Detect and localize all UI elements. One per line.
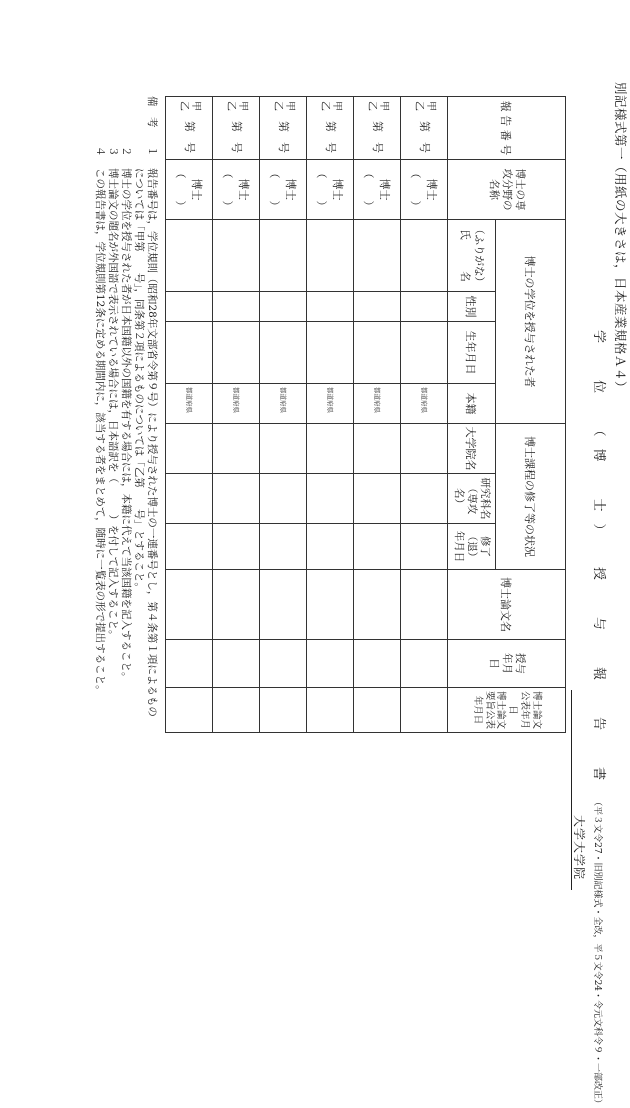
name-cell <box>401 220 448 292</box>
degree-cell: 博士（ ） <box>401 160 448 220</box>
completion-date-cell <box>354 524 401 570</box>
graduate-school-cell <box>401 424 448 474</box>
birth-date-cell <box>166 322 213 384</box>
report-number-cell: 甲 乙 第 号 <box>260 97 307 160</box>
table-row <box>354 97 401 733</box>
header-thesis-published: 博士論文公表年月日 <box>507 691 543 730</box>
header-birth-date: 生年月日 <box>448 322 496 384</box>
degree-cell: 博士（ ） <box>166 160 213 220</box>
report-number-cell: 甲 乙 第 号 <box>354 97 401 160</box>
department-cell <box>260 474 307 524</box>
degree-cell: 博士（ ） <box>307 160 354 220</box>
header-course-group: 博士課程の修了等の状況 <box>496 424 566 570</box>
gender-cell <box>260 292 307 322</box>
note-item: については「甲第 号」，同条第２項によるものについては「乙第 号」とすること。 <box>133 168 145 593</box>
publication-cell <box>260 688 307 733</box>
note-item: ２ 博士の学位を授与された者が日本国籍以外の国籍を有する場合には，本籍に代えて当該国籍を記入すること。 <box>120 146 132 683</box>
thesis-title-cell <box>354 570 401 640</box>
birth-date-cell <box>213 322 260 384</box>
form-title: 学 位 （博 士） 授 与 報 告 書 <box>591 330 606 793</box>
completion-date-cell <box>307 524 354 570</box>
department-cell <box>354 474 401 524</box>
report-number-cell: 甲 乙 第 号 <box>166 97 213 160</box>
birth-date-cell <box>307 322 354 384</box>
graduate-school-cell <box>354 424 401 474</box>
domicile-cell: 都道府県 <box>213 384 260 424</box>
header-abstract-published: 博士論文要旨公表年月日 <box>471 691 507 730</box>
conferral-date-cell <box>307 640 354 688</box>
degree-cell: 博士（ ） <box>354 160 401 220</box>
university-name: 大学大学院 <box>572 814 586 880</box>
publication-cell <box>401 688 448 733</box>
header-name-cell <box>448 220 496 292</box>
notes-label: 備 考 <box>146 96 158 128</box>
table-row <box>260 97 307 733</box>
note-item: 備 考 １ 報告番号は，学位規則（昭和28年文部省令第９号）により授与された博士の一連番号とし，第４条第１項によるもの <box>146 96 158 717</box>
completion-date-cell <box>260 524 307 570</box>
domicile-cell: 都道府県 <box>166 384 213 424</box>
header-recipient-group: 博士の学位を授与された者 <box>496 220 566 424</box>
header-department: 研究科名（専攻名） <box>448 474 496 524</box>
name-cell <box>260 220 307 292</box>
report-table <box>165 96 566 733</box>
gender-cell <box>166 292 213 322</box>
name-cell <box>166 220 213 292</box>
header-report-number: 報 告 番 号 <box>448 97 566 160</box>
conferral-date-cell <box>401 640 448 688</box>
header-furigana: （ふりがな） <box>472 224 485 287</box>
report-number-cell: 甲 乙 第 号 <box>213 97 260 160</box>
table-row <box>213 97 260 733</box>
domicile-cell: 都道府県 <box>354 384 401 424</box>
conferral-date-cell <box>354 640 401 688</box>
domicile-cell: 都道府県 <box>307 384 354 424</box>
form-header <box>612 82 630 902</box>
graduate-school-cell <box>307 424 354 474</box>
table-row <box>166 97 213 733</box>
name-cell <box>354 220 401 292</box>
publication-cell <box>166 688 213 733</box>
form-label: 別記様式第一（用紙の大きさは，日本産業規格Ａ４） <box>613 82 628 395</box>
completion-date-cell <box>213 524 260 570</box>
completion-date-cell <box>401 524 448 570</box>
header-gender: 性別 <box>448 292 496 322</box>
degree-cell: 博士（ ） <box>260 160 307 220</box>
department-cell <box>166 474 213 524</box>
note-item: ３ 博士論文の題名が外国語で表示されている場合には，日本語訳を（ ）を付して記入すること。 <box>107 146 119 641</box>
birth-date-cell <box>354 322 401 384</box>
conferral-date-cell <box>260 640 307 688</box>
thesis-title-cell <box>166 570 213 640</box>
header-thesis-title: 博士論文名 <box>448 570 566 640</box>
header-row <box>496 97 566 733</box>
publication-cell <box>307 688 354 733</box>
gender-cell <box>213 292 260 322</box>
graduate-school-cell <box>213 424 260 474</box>
revision-note: （平３文令27・旧別記様式・全改，平５文令24・令元文科令９・一部改正） <box>592 797 602 1108</box>
table-row <box>307 97 354 733</box>
report-number-cell: 甲 乙 第 号 <box>307 97 354 160</box>
gender-cell <box>401 292 448 322</box>
thesis-title-cell <box>401 570 448 640</box>
thesis-title-cell <box>260 570 307 640</box>
birth-date-cell <box>260 322 307 384</box>
degree-cell: 博士（ ） <box>213 160 260 220</box>
department-cell <box>307 474 354 524</box>
header-major-name: 博士の専攻分野の名称 <box>448 160 566 220</box>
domicile-cell: 都道府県 <box>260 384 307 424</box>
header-graduate-school: 大学院名 <box>448 424 496 474</box>
publication-cell <box>354 688 401 733</box>
report-number-cell: 甲 乙 第 号 <box>401 97 448 160</box>
thesis-title-cell <box>307 570 354 640</box>
university-underline <box>571 690 572 890</box>
completion-date-cell <box>166 524 213 570</box>
gender-cell <box>307 292 354 322</box>
department-cell <box>213 474 260 524</box>
note-item: ４ この報告書は，学位規則第12条に定める期間内に，該当する者をまとめて，随時に一覧表の形で提出すること。 <box>94 146 106 696</box>
conferral-date-cell <box>166 640 213 688</box>
header-domicile: 本籍 <box>448 384 496 424</box>
form-title-line <box>592 330 610 1108</box>
header-publication <box>448 688 566 733</box>
domicile-cell: 都道府県 <box>401 384 448 424</box>
gender-cell <box>354 292 401 322</box>
header-conferral-date: 授与年月日 <box>448 640 566 688</box>
thesis-title-cell <box>213 570 260 640</box>
name-cell <box>213 220 260 292</box>
header-completion-date: 修了（退）年月日 <box>448 524 496 570</box>
department-cell <box>401 474 448 524</box>
notes-section <box>93 96 158 896</box>
publication-cell <box>213 688 260 733</box>
table-row <box>401 97 448 733</box>
graduate-school-cell <box>260 424 307 474</box>
birth-date-cell <box>401 322 448 384</box>
graduate-school-cell <box>166 424 213 474</box>
conferral-date-cell <box>213 640 260 688</box>
header-name: 氏 名 <box>459 229 472 282</box>
name-cell <box>307 220 354 292</box>
